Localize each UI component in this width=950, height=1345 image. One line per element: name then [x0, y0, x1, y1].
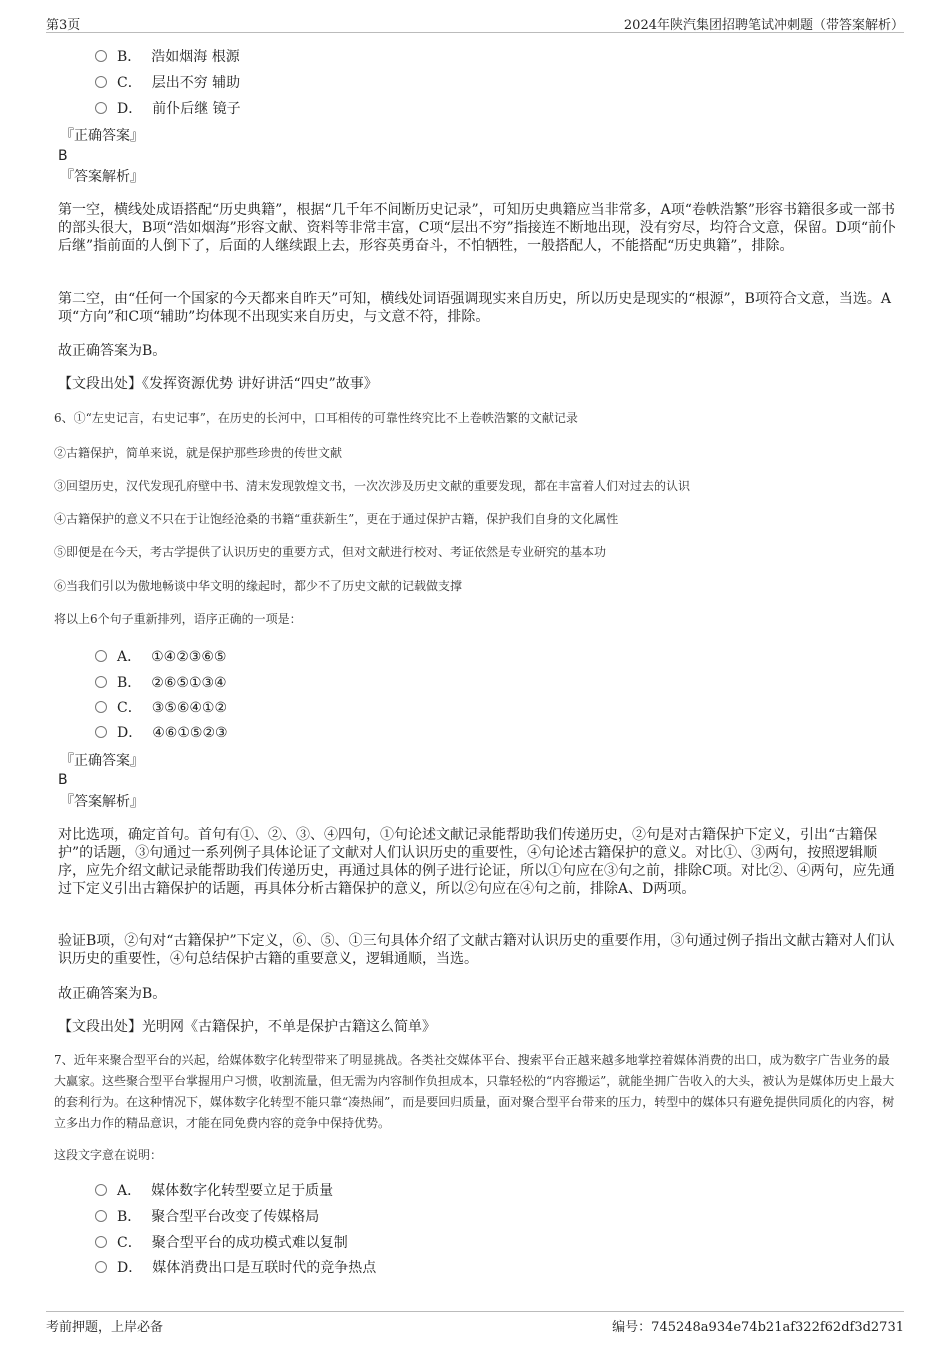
page-header — [46, 12, 904, 33]
q6-analysis-paragraph: 对比选项，确定首句。首句有①、②、③、④四句，①句论述文献记录能帮助我们传递历史，②句是对古籍保护下定义，引出“古籍保护”的话题，③句通过一系列例子具体论证了文献对人们认识历史的重要性，④句论述古籍保护的意义。对比①、③两句，按照逻辑顺序，应先介绍文献记录能帮助我们传递历史，再通过具体的例子进行论证，所以①句应在③句之前，排除C项。对比②、④两句，应先通过下定义引出古籍保护的话题，再具体分析古籍保护的意义，所以②句应在④句之前，排除A、D两项。 — [58, 827, 895, 897]
radio-circle-icon[interactable] — [95, 701, 107, 713]
q5-option-d[interactable]: D． 前仆后继 镜子 — [95, 100, 241, 118]
q6-answer-label: 『正确答案』 — [60, 753, 144, 769]
q7-option-d[interactable]: D． 媒体消费出口是互联时代的竞争热点 — [95, 1259, 376, 1277]
q6-sentence-6: ⑥当我们引以为傲地畅谈中华文明的缘起时，都少不了历史文献的记载做支撑 — [54, 579, 463, 593]
q5-analysis-paragraph: 第一空，横线处成语搭配“历史典籍”，根据“几千年不间断历史记录”，可知历史典籍应当非常多，A项“卷帙浩繁”形容书籍很多或一部书的部头很大，B项“浩如烟海”形容文献、资料等非常丰富，C项“层出不穷”指接连不断地出现，没有穷尽，均符合文意，保留。D项“前仆后继”指前面的人倒下了，后面的人继续跟上去，形容英勇奋斗，不怕牺牲，一般搭配人，不能搭配“历史典籍”，排除。 — [58, 202, 897, 254]
q6-option-b[interactable]: B． ②⑥⑤①③④ — [95, 674, 227, 692]
q7-option-b[interactable]: B． 聚合型平台改变了传媒格局 — [95, 1208, 319, 1226]
q6-sentence-3: ③回望历史，汉代发现孔府壁中书、清末发现敦煌文书，一次次涉及历史文献的重要发现，都在丰富着人们对过去的认识 — [54, 479, 691, 493]
q6-sentence-2: ②古籍保护，简单来说，就是保护那些珍贵的传世文献 — [54, 446, 343, 460]
radio-circle-icon[interactable] — [95, 76, 107, 88]
radio-circle-icon[interactable] — [95, 650, 107, 662]
q5-option-b[interactable]: B． 浩如烟海 根源 — [95, 48, 240, 66]
document-title: 2024年陕汽集团招聘笔试冲刺题（带答案解析） — [623, 18, 904, 33]
radio-circle-icon[interactable] — [95, 50, 107, 62]
radio-circle-icon[interactable] — [95, 1210, 107, 1222]
q6-option-c[interactable]: C． ③⑤⑥④①② — [95, 699, 227, 717]
q6-option-d[interactable]: D． ④⑥①⑤②③ — [95, 724, 228, 742]
q5-option-c[interactable]: C． 层出不穷 辅助 — [95, 74, 240, 92]
q6-prompt: 将以上6个句子重新排列，语序正确的一项是： — [54, 612, 302, 626]
page-number: 第3页 — [46, 18, 81, 33]
radio-circle-icon[interactable] — [95, 1184, 107, 1196]
q5-source: 【文段出处】《发挥资源优势 讲好讲活“四史”故事》 — [58, 376, 378, 392]
q6-option-a[interactable]: A． ①④②③⑥⑤ — [95, 648, 226, 666]
q6-answer: B — [58, 772, 68, 788]
q7-option-c[interactable]: C． 聚合型平台的成功模式难以复制 — [95, 1234, 348, 1252]
q6-sentence-1: 6、①“左史记言，右史记事”，在历史的长河中，口耳相传的可靠性终究比不上卷帙浩繁的文献记录 — [54, 411, 578, 425]
q7-stem: 7、近年来聚合型平台的兴起，给媒体数字化转型带来了明显挑战。各类社交媒体平台、搜索平台正越来越多地掌控着媒体消费的出口，成为数字广告业务的最大赢家。这些聚合型平台掌握用户习惯，收割流量，但无需为内容制作负担成本，只靠轻松的“内容搬运”，就能坐拥广告收入的大头，被认为是媒体历史上最大的套利行为。在这种情况下，媒体数字化转型不能只靠“凑热闹”，而是要回归质量，面对聚合型平台带来的压力，转型中的媒体只有避免提供同质化的内容，树立多出力作的精品意识，才能在同免费内容的竞争中保持优势。 — [54, 1053, 895, 1130]
footer-slogan: 考前押题，上岸必备 — [46, 1320, 164, 1335]
q7-prompt: 这段文字意在说明： — [54, 1148, 163, 1162]
q5-answer-label: 『正确答案』 — [60, 128, 144, 144]
q6-conclusion: 故正确答案为B。 — [58, 986, 167, 1002]
radio-circle-icon[interactable] — [95, 1261, 107, 1273]
q6-analysis-paragraph: 验证B项，②句对“古籍保护”下定义，⑥、⑤、①三句具体介绍了文献古籍对认识历史的重要作用，③句通过例子指出文献古籍对人们认识历史的重要性，④句总结保护古籍的重要意义，逻辑通顺，当选。 — [58, 933, 895, 967]
radio-circle-icon[interactable] — [95, 102, 107, 114]
document-id: 编号：745248a934e74b21af322f62df3d2731 — [612, 1320, 904, 1335]
q7-option-a[interactable]: A． 媒体数字化转型要立足于质量 — [95, 1182, 333, 1200]
q6-source: 【文段出处】光明网《古籍保护，不单是保护古籍这么简单》 — [58, 1019, 436, 1035]
q6-analysis-label: 『答案解析』 — [60, 794, 144, 810]
q5-analysis-label: 『答案解析』 — [60, 169, 144, 185]
radio-circle-icon[interactable] — [95, 1236, 107, 1248]
q5-analysis-paragraph: 第二空，由“任何一个国家的今天都来自昨天”可知，横线处词语强调现实来自历史，所以历史是现实的“根源”，B项符合文意，当选。A项“方向”和C项“辅助”均体现不出现实来自历史，与文意不符，排除。 — [58, 291, 892, 325]
q5-conclusion: 故正确答案为B。 — [58, 343, 167, 359]
q6-sentence-4: ④古籍保护的意义不只在于让饱经沧桑的书籍“重获新生”，更在于通过保护古籍，保护我们自身的文化属性 — [54, 512, 619, 526]
q5-answer: B — [58, 148, 68, 164]
radio-circle-icon[interactable] — [95, 676, 107, 688]
page-footer — [46, 1311, 904, 1336]
radio-circle-icon[interactable] — [95, 726, 107, 738]
q6-sentence-5: ⑤即便是在今天，考古学提供了认识历史的重要方式，但对文献进行校对、考证依然是专业研究的基本功 — [54, 545, 607, 559]
